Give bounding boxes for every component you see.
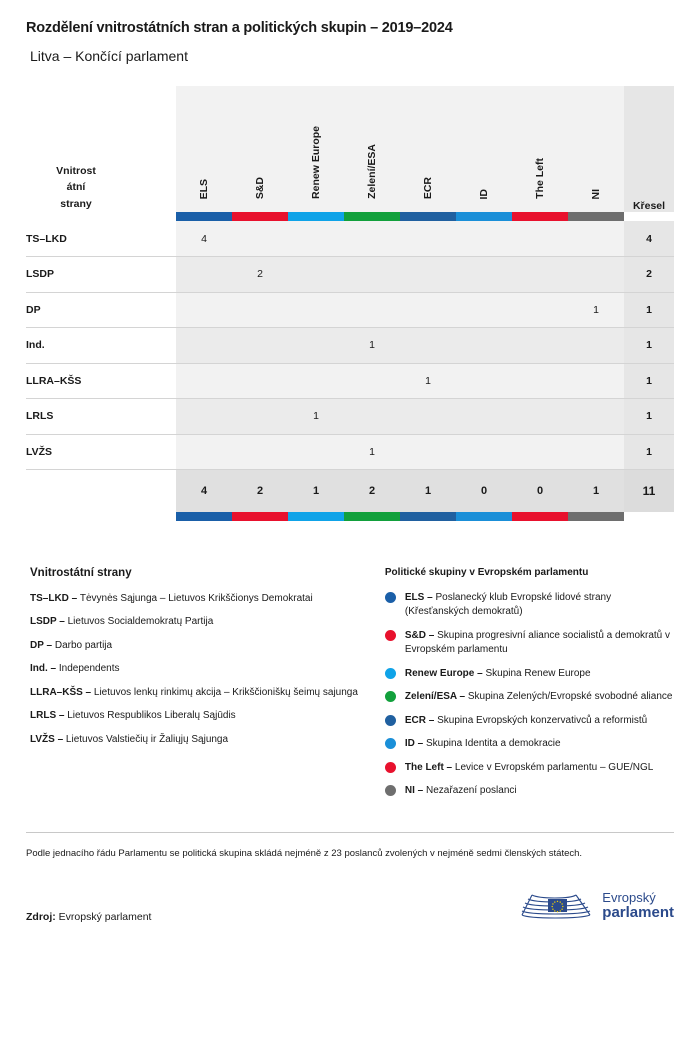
group-header-zelen-esa (344, 86, 400, 212)
colorbar-the-left (512, 212, 568, 221)
table-row (26, 363, 674, 398)
group-header-label: ELS (198, 178, 210, 199)
row-party-name: LVŽS (26, 445, 53, 458)
row-seats-value: 2 (624, 257, 674, 292)
group-header-id (456, 86, 512, 212)
cell-TSLKD-ECR (400, 221, 456, 256)
group-header-ni (568, 86, 624, 212)
legend-party-item (30, 686, 385, 701)
legend-group-item (385, 761, 674, 776)
legend-color-dot-icon (385, 715, 396, 726)
cell-Ind-ELS (176, 328, 232, 363)
legend-group-name: Skupina Zelených/Evropské svobodné aliance (465, 691, 673, 702)
group-header-label: The Left (534, 158, 546, 199)
legend-party-item (30, 662, 385, 677)
total-seats: 11 (624, 470, 674, 512)
cell-Ind-TheLeft (512, 328, 568, 363)
cell-DP-ID (456, 292, 512, 327)
cell-TSLKD-ZelenESA (344, 221, 400, 256)
group-header-ecr (400, 86, 456, 212)
legend-groups-title: Politické skupiny v Evropském parlamentu (384, 566, 589, 578)
distribution-matrix (26, 86, 674, 521)
source-value: Evropský parlament (58, 911, 152, 924)
footer-colorbar-ecr (400, 512, 456, 521)
table-row (26, 434, 674, 469)
legend-party-name: Lietuvos Respublikos Liberalų Sąjūdis (64, 710, 236, 721)
cell-LRLS-TheLeft (512, 399, 568, 434)
total-ni: 1 (568, 470, 624, 512)
legend-party-abbr: LLRA–KŠS – (30, 686, 92, 698)
group-header-label: Zelení/ESA (366, 144, 378, 199)
table-row (26, 292, 674, 327)
group-colorbar-row (26, 212, 674, 221)
seats-header: Křesel (624, 86, 674, 212)
legend-group-item (385, 737, 674, 752)
legend-party-name: Lietuvos Socialdemokratų Partija (64, 616, 214, 627)
legend-group-abbr: NI – (404, 785, 424, 796)
legend-group-abbr: S&D – (404, 629, 435, 641)
legend-group-name: Skupina Evropských konzervativců a reformistů (434, 714, 648, 726)
colorbar-seats-spacer (624, 212, 674, 221)
cell-LSDP-SD: 2 (232, 257, 288, 292)
cell-LVS-ELS (176, 434, 232, 469)
legend-party-abbr: LVŽS – (30, 733, 64, 745)
row-header-line3: strany (60, 197, 92, 210)
cell-DP-ZelenESA (344, 292, 400, 327)
table-row (26, 257, 674, 292)
footer-colorbar-the-left (512, 512, 568, 521)
legend-party-name: Tėvynės Sąjunga – Lietuvos Krikščionys Demokratai (77, 592, 313, 604)
row-party-name: DP (26, 303, 41, 316)
cell-DP-NI: 1 (568, 292, 624, 327)
total-s-d: 2 (232, 470, 288, 512)
footer-colorbar-row (26, 512, 674, 521)
ep-logo-line2: parlament (602, 904, 674, 922)
group-header-label: ID (478, 188, 490, 199)
legend-group-abbr: ID – (404, 738, 424, 749)
legend-color-dot-icon (385, 785, 396, 796)
legend-group-name: Skupina progresivní aliance socialistů a demokratů v Evropském parlamentu (404, 629, 671, 655)
cell-LVS-ID (456, 434, 512, 469)
group-header-label: NI (590, 188, 602, 199)
cell-Ind-RenewEurope (288, 328, 344, 363)
row-seats-value: 1 (624, 363, 674, 398)
colorbar-ni (568, 212, 624, 221)
row-header-line2: átní (66, 181, 86, 194)
cell-TSLKD-ELS: 4 (176, 221, 232, 256)
table-row (26, 399, 674, 434)
cell-TSLKD-SD (232, 221, 288, 256)
source-label: Zdroj: (26, 911, 56, 924)
legend-party-abbr: LSDP – (30, 616, 65, 627)
legend-group-text (405, 714, 647, 729)
row-header-line1: Vnitrost (56, 165, 96, 178)
cell-LVS-NI (568, 434, 624, 469)
legend-party-name: Lietuvos lenkų rinkimų akcija – Krikščioniškų šeimų sajunga (91, 686, 358, 698)
legend-color-dot-icon (385, 762, 396, 773)
footer-colorbar-renew-europe (288, 512, 344, 521)
total-els: 4 (176, 470, 232, 512)
cell-LVS-ECR (400, 434, 456, 469)
cell-LRLS-NI (568, 399, 624, 434)
cell-Ind-NI (568, 328, 624, 363)
cell-LLRAKS-ECR: 1 (400, 363, 456, 398)
legend-group-item (385, 690, 674, 705)
legend-party-abbr: DP – (30, 639, 53, 651)
cell-LLRAKS-ZelenESA (344, 363, 400, 398)
page-subtitle: Litva – Končící parlament (30, 48, 188, 64)
cell-DP-ELS (176, 292, 232, 327)
legend-color-dot-icon (385, 691, 396, 702)
legend-party-name: Lietuvos Valstiečių ir Žaliųjų Sąjunga (63, 733, 229, 745)
cell-LRLS-ECR (400, 399, 456, 434)
ep-logo (520, 889, 674, 923)
total-ecr: 1 (400, 470, 456, 512)
legend-group-text (405, 784, 517, 799)
group-header-label: ECR (422, 176, 434, 199)
legend-group-name: Poslanecký klub Evropské lidové strany (Křesťanských demokratů) (404, 591, 612, 617)
cell-LVS-ZelenESA: 1 (344, 434, 400, 469)
row-seats-value: 1 (624, 434, 674, 469)
colorbar-spacer (26, 212, 176, 221)
row-party-name: TS–LKD (26, 232, 67, 245)
row-party-name: LRLS (26, 410, 54, 423)
legend-group-text (405, 629, 674, 658)
cell-TSLKD-NI (568, 221, 624, 256)
legend-group-text (405, 737, 561, 752)
page-title: Rozdělení vnitrostátních stran a politických skupin – 2019–2024 (26, 20, 453, 36)
cell-LLRAKS-TheLeft (512, 363, 568, 398)
colorbar-ecr (400, 212, 456, 221)
legend-group-text (405, 761, 653, 776)
cell-DP-ECR (400, 292, 456, 327)
cell-DP-SD (232, 292, 288, 327)
legend-group-item (385, 714, 674, 729)
cell-LLRAKS-ELS (176, 363, 232, 398)
legend-group-name: Levice v Evropském parlamentu – GUE/NGL (452, 761, 654, 773)
cell-DP-TheLeft (512, 292, 568, 327)
row-seats-value: 1 (624, 399, 674, 434)
legend-color-dot-icon (385, 738, 396, 749)
legend-party-abbr: LRLS – (30, 710, 65, 721)
cell-TSLKD-ID (456, 221, 512, 256)
cell-LLRAKS-NI (568, 363, 624, 398)
ep-flag-icon (520, 889, 594, 923)
cell-DP-RenewEurope (288, 292, 344, 327)
cell-LSDP-TheLeft (512, 257, 568, 292)
cell-TSLKD-RenewEurope (288, 221, 344, 256)
total-renew-europe: 1 (288, 470, 344, 512)
legend-group-text (405, 667, 591, 682)
legend-group-item (385, 629, 674, 658)
cell-LSDP-ZelenESA (344, 257, 400, 292)
cell-LLRAKS-SD (232, 363, 288, 398)
legend-party-item (30, 615, 385, 630)
colorbar-s-d (232, 212, 288, 221)
table-row (26, 328, 674, 363)
row-seats-value: 1 (624, 328, 674, 363)
cell-TSLKD-TheLeft (512, 221, 568, 256)
legend-group-abbr: Zelení/ESA – (404, 691, 466, 702)
legend-group-abbr: ECR – (404, 714, 435, 726)
row-seats-value: 1 (624, 292, 674, 327)
legend-party-abbr: Ind. – (30, 663, 57, 674)
cell-LSDP-RenewEurope (288, 257, 344, 292)
cell-LRLS-ELS (176, 399, 232, 434)
footer-colorbar-s-d (232, 512, 288, 521)
footer-colorbar-ni (568, 512, 624, 521)
ep-logo-text (602, 891, 674, 922)
cell-LVS-TheLeft (512, 434, 568, 469)
cell-LLRAKS-ID (456, 363, 512, 398)
group-header-renew-europe (288, 86, 344, 212)
footer-colorbar-spacer (26, 512, 176, 521)
source-text (26, 911, 151, 923)
matrix-footer (26, 470, 674, 521)
cell-LRLS-SD (232, 399, 288, 434)
footer-colorbar-end (624, 512, 674, 521)
legend-political-groups (385, 567, 674, 808)
row-party-name: LSDP (26, 268, 55, 281)
cell-LLRAKS-RenewEurope (288, 363, 344, 398)
legend-group-text (405, 690, 673, 705)
footer-colorbar-id (456, 512, 512, 521)
total-the-left: 0 (512, 470, 568, 512)
legend-group-text (405, 591, 674, 620)
legend-group-abbr: The Left – (404, 761, 453, 773)
cell-Ind-SD (232, 328, 288, 363)
legend-party-name: Independents (56, 663, 120, 674)
cell-Ind-ID (456, 328, 512, 363)
totals-row (26, 470, 674, 512)
total-id: 0 (456, 470, 512, 512)
legend-group-item (385, 591, 674, 620)
table-row (26, 221, 674, 256)
cell-LSDP-NI (568, 257, 624, 292)
colorbar-renew-europe (288, 212, 344, 221)
legend-group-item (385, 667, 674, 682)
totals-row-spacer (26, 470, 176, 512)
cell-LSDP-ELS (176, 257, 232, 292)
legend-color-dot-icon (385, 668, 396, 679)
legend-party-item (30, 639, 385, 654)
matrix-table (26, 86, 674, 521)
total-zelen-esa: 2 (344, 470, 400, 512)
legend-color-dot-icon (385, 592, 396, 603)
cell-LRLS-ZelenESA (344, 399, 400, 434)
group-header-s-d (232, 86, 288, 212)
source-row (26, 889, 674, 923)
legend-group-item (385, 784, 674, 799)
legend-party-abbr: TS–LKD – (30, 592, 78, 604)
group-header-els (176, 86, 232, 212)
legend-national-parties (26, 567, 385, 808)
row-party-name: LLRA–KŠS (26, 374, 82, 387)
footer-note: Podle jednacího řádu Parlamentu se politická skupina skládá nejméně z 23 poslanců zvolených v nejméně sedmi členských státech. (26, 847, 583, 859)
legend-parties-title: Vnitrostátní strany (30, 566, 132, 579)
legend-group-name: Skupina Identita a demokracie (423, 738, 561, 749)
matrix-header-row (26, 86, 674, 212)
cell-LRLS-ID (456, 399, 512, 434)
legend-group-name: Nezařazení poslanci (423, 785, 517, 796)
cell-Ind-ZelenESA: 1 (344, 328, 400, 363)
footer-colorbar-zelen-esa (344, 512, 400, 521)
colorbar-els (176, 212, 232, 221)
cell-LSDP-ECR (400, 257, 456, 292)
legends (26, 567, 674, 808)
cell-LRLS-RenewEurope: 1 (288, 399, 344, 434)
legend-party-item (30, 592, 385, 607)
legend-group-abbr: Renew Europe – (404, 667, 483, 679)
legend-color-dot-icon (385, 630, 396, 641)
colorbar-id (456, 212, 512, 221)
legend-party-item (30, 709, 385, 724)
legend-party-item (30, 733, 385, 748)
cell-LSDP-ID (456, 257, 512, 292)
cell-Ind-ECR (400, 328, 456, 363)
row-party-name: Ind. (26, 339, 45, 352)
group-header-label: Renew Europe (310, 126, 322, 199)
footer-colorbar-els (176, 512, 232, 521)
ep-logo-line1: Evropský (602, 889, 656, 905)
cell-LVS-SD (232, 434, 288, 469)
matrix-body (26, 221, 674, 470)
row-header-label (26, 86, 176, 212)
legend-group-name: Skupina Renew Europe (482, 667, 591, 679)
group-header-the-left (512, 86, 568, 212)
row-seats-value: 4 (624, 221, 674, 256)
legend-party-name: Darbo partija (52, 639, 113, 651)
colorbar-zelen-esa (344, 212, 400, 221)
cell-LVS-RenewEurope (288, 434, 344, 469)
legend-group-abbr: ELS – (404, 591, 433, 603)
group-header-label: S&D (254, 176, 266, 199)
